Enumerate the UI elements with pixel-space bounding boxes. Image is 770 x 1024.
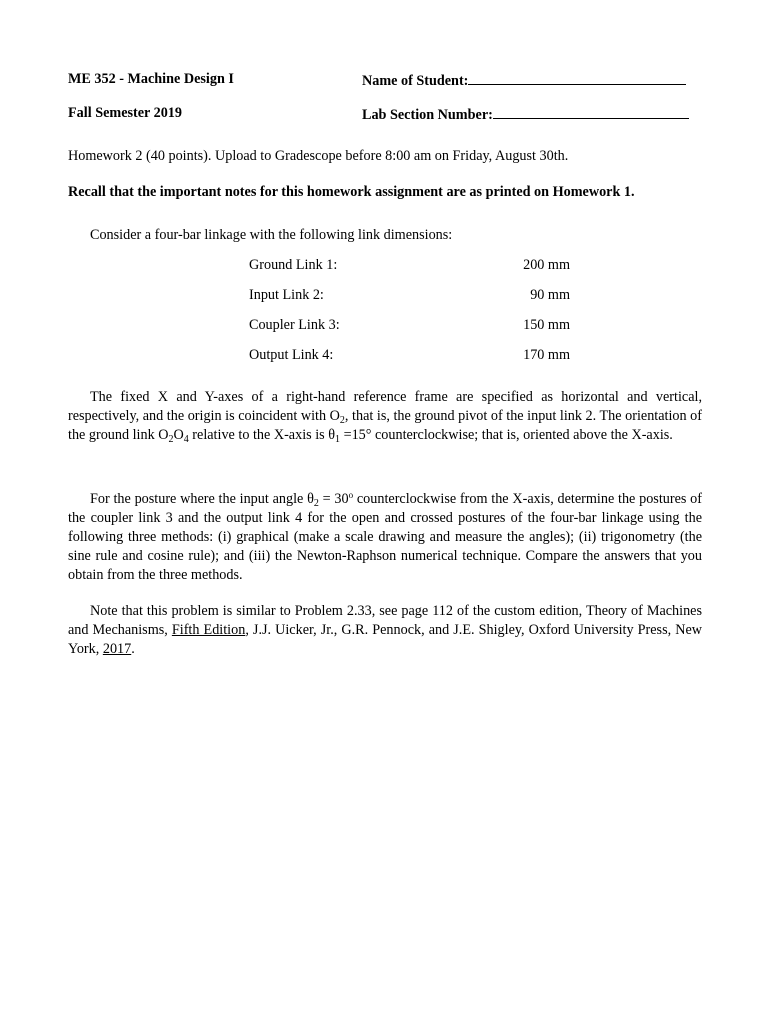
- year-text: 2017: [102, 641, 132, 657]
- lab-section-label: Lab Section Number:: [362, 107, 493, 123]
- link-label: Ground Link 1:: [249, 257, 338, 273]
- recall-note: Recall that the important notes for this homework assignment are as printed on Homework 1.: [68, 184, 635, 200]
- link-value: 90 mm: [530, 287, 570, 303]
- intro-text: Consider a four-bar linkage with the following link dimensions:: [90, 227, 453, 243]
- link-label: Output Link 4:: [249, 347, 334, 363]
- student-name-blank: [468, 71, 686, 85]
- link-value: 200 mm: [523, 257, 570, 273]
- assignment-line: Homework 2 (40 points). Upload to Gradescope before 8:00 am on Friday, August 30th.: [68, 148, 569, 164]
- student-name-label: Name of Student:: [362, 73, 469, 89]
- reference-frame-paragraph: The fixed X and Y-axes of a right-hand reference frame are specified as horizontal and vertical, respectively, and the origin is coincident with $O_2$, that is, the ground pivot of the input link 2. The orientation of the ground link $O_2O_4$ relative to the X-axis is $\theta_1 =15^\circ$ counterclockwise; that is, oriented above the X-axis.: [68, 389, 702, 445]
- reference-note-paragraph: Note that this problem is similar to Problem 2.33, see page 112 of the custom edition, Theory of Machines and Mechanisms, Fifth Edition, J.J. Uicker, Jr., G.R. Pennock, and J.E. Shigley, Oxford University Press, New York, 2017.: [68, 603, 702, 657]
- course-title: ME 352 - Machine Design I: [68, 71, 234, 87]
- link-label: Input Link 2:: [249, 287, 324, 303]
- link-label: Coupler Link 3:: [249, 317, 340, 333]
- link-value: 150 mm: [523, 317, 570, 333]
- student-name-field: [362, 71, 686, 90]
- semester-label: Fall Semester 2019: [68, 105, 182, 121]
- edition-text: Fifth Edition: [171, 622, 246, 638]
- posture-question-paragraph: For the posture where the input angle $\theta_2 = 30^o$ counterclockwise from the X-axis, determine the postures of the coupler link 3 and the output link 4 for the open and crossed postures of the four-bar linkage using the following three methods: (i) graphical (make a scale drawing and measure the angles); (ii) trigonometry (the sine rule and cosine rule); and (iii) the Newton-Raphson numerical technique. Compare the answers that you obtain from the three methods.: [68, 490, 702, 583]
- lab-section-blank: [493, 105, 689, 119]
- link-value: 170 mm: [523, 347, 570, 363]
- lab-section-field: [362, 105, 689, 124]
